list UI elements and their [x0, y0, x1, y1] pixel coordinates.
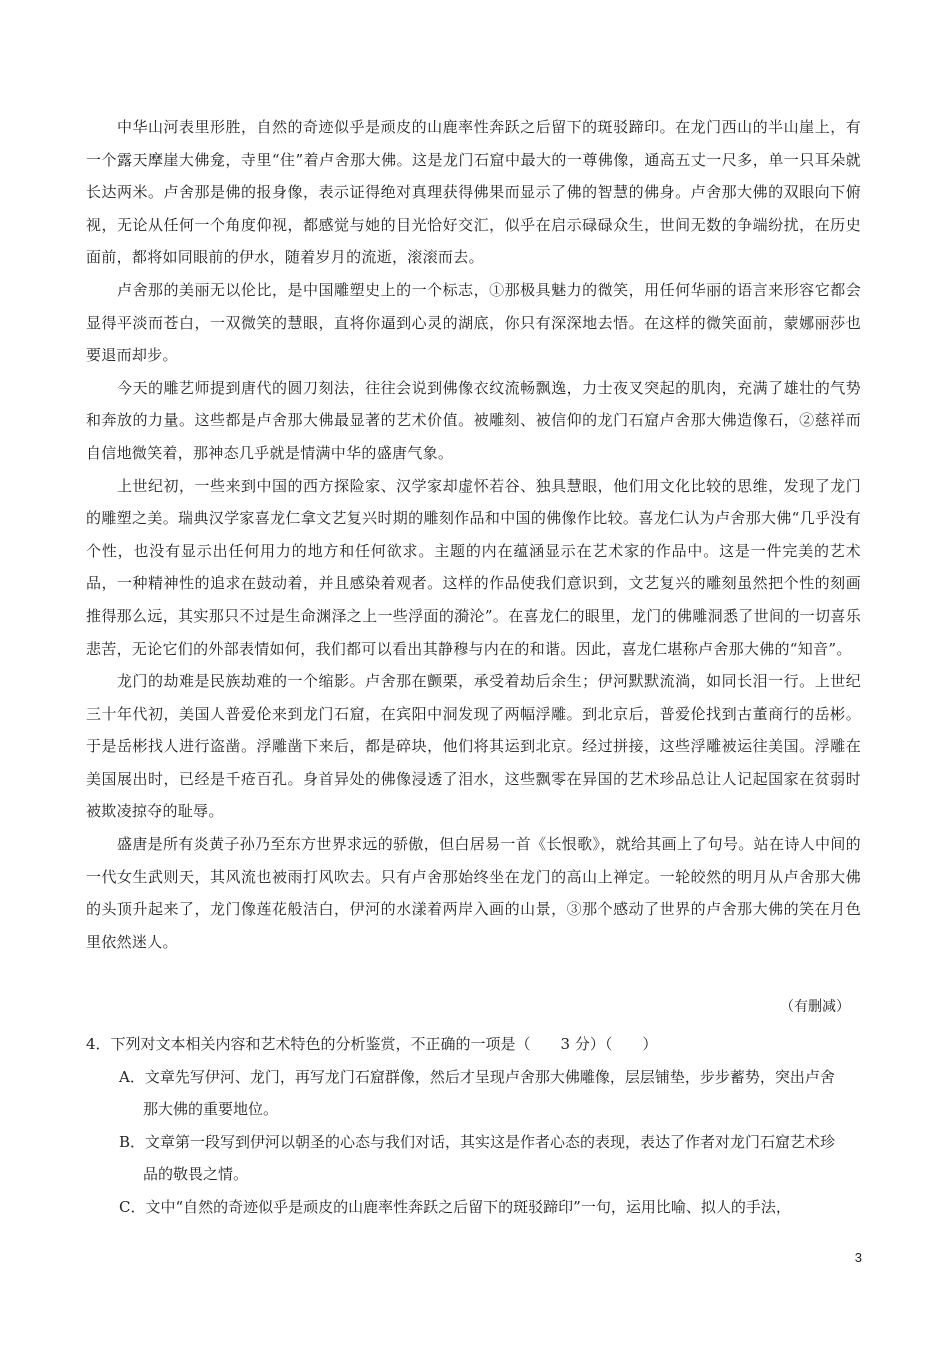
option-b: B．文章第一段写到伊河以朝圣的心态与我们对话，其实这是作者心态的表现，表达了作者对龙门石窟艺术珍品的敬畏之情。 [119, 1132, 836, 1184]
option-c: C．文中“自然的奇迹似乎是顽皮的山鹿率性奔跃之后留下的斑驳蹄印”一句，运用比喻、拟人的手法， [119, 1197, 791, 1216]
option-a: A．文章先写伊河、龙门，再写龙门石窟群像，然后才呈现卢舍那大佛雕像，层层铺垫，步步蓄势，突出卢舍那大佛的重要地位。 [119, 1067, 835, 1119]
page-number: 3 [854, 1250, 862, 1265]
question-stem: 4．下列对文本相关内容和艺术特色的分析鉴赏，不正确的一项是（ 3 分）（ ） [86, 1035, 658, 1053]
reading-passage [86, 111, 861, 958]
abridged-note: （有删减） [780, 999, 850, 1015]
passage-paragraph-2: 卢舍那的美丽无以伦比，是中国雕塑史上的一个标志，①那极具魅力的微笑，用任何华丽的语言来形容它都会显得平淡而苍白，一双微笑的慧眼，直将你逼到心灵的湖底，你只有深深地去悟。在这样的微笑面前，蒙娜丽莎也要退而却步。 [86, 280, 861, 365]
passage-paragraph-3: 今天的雕艺师提到唐代的圆刀刻法，往往会说到佛像衣纹流畅飘逸，力士夜叉突起的肌肉，充满了雄壮的气势和奔放的力量。这些都是卢舍那大佛最显著的艺术价值。被雕刻、被信仰的龙门石窟卢舍那大佛造像石，②慈祥而自信地微笑着，那神态几乎就是情满中华的盛唐气象。 [86, 378, 861, 462]
passage-paragraph-1: 中华山河表里形胜，自然的奇迹似乎是顽皮的山鹿率性奔跃之后留下的斑驳蹄印。在龙门西山的半山崖上，有一个露天摩崖大佛龛，寺里“住”着卢舍那大佛。这是龙门石窟中最大的一尊佛像，通高五丈一尺多，单一只耳朵就长达两米。卢舍那是佛的报身像，表示证得绝对真理获得佛果而显示了佛的智慧的佛身。卢舍那大佛的双眼向下俯视，无论从任何一个角度仰视，都感觉与她的目光恰好交汇，似乎在启示碌碌众生，世间无数的争端纷扰，在历史面前，都将如同眼前的伊水，随着岁月的流逝，滚滚而去。 [86, 118, 861, 267]
passage-paragraph-5: 龙门的劫难是民族劫难的一个缩影。卢舍那在颤栗，承受着劫后余生；伊河默默流淌，如同长泪一行。上世纪三十年代初，美国人普爱伦来到龙门石窟，在宾阳中洞发现了两幅浮雕。到北京后，普爱伦找到古董商行的岳彬。于是岳彬找人进行盗凿。浮雕凿下来后，都是碎块，他们将其运到北京。经过拼接，这些浮雕被运往美国。浮雕在美国展出时，已经是千疮百孔。身首异处的佛像浸透了泪水，这些飘零在异国的艺术珍品总让人记起国家在贫弱时被欺凌掠夺的耻辱。 [86, 672, 861, 821]
passage-paragraph-4: 上世纪初，一些来到中国的西方探险家、汉学家却虚怀若谷、独具慧眼，他们用文化比较的思维，发现了龙门的雕塑之美。瑞典汉学家喜龙仁拿文艺复兴时期的雕刻作品和中国的佛像作比较。喜龙仁认为卢舍那大佛“几乎没有个性，也没有显示出任何用力的地方和任何欲求。主题的内在蕴涵显示在艺术家的作品中。这是一件完美的艺术品，一种精神性的追求在鼓动着，并且感染着观者。这样的作品使我们意识到，文艺复兴的雕刻虽然把个性的刻画推得那么远，其实那只不过是生命渊泽之上一些浮面的漪沦”。在喜龙仁的眼里，龙门的佛雕洞悉了世间的一切喜乐悲苦，无论它们的外部表情如何，我们都可以看出其静穆与内在的和谐。因此，喜龙仁堪称卢舍那大佛的“知音”。 [86, 476, 861, 658]
passage-paragraph-6: 盛唐是所有炎黄子孙乃至东方世界求远的骄傲，但白居易一首《长恨歌》，就给其画上了句号。站在诗人中间的一代女生武则天，其风流也被雨打风吹去。只有卢舍那始终坐在龙门的高山上禅定。一轮皎然的明月从卢舍那大佛的头顶升起来了，龙门像莲花般洁白，伊河的水漾着两岸入画的山景，③那个感动了世界的卢舍那大佛的笑在月色里依然迷人。 [86, 835, 861, 951]
question-4 [86, 1028, 861, 1224]
